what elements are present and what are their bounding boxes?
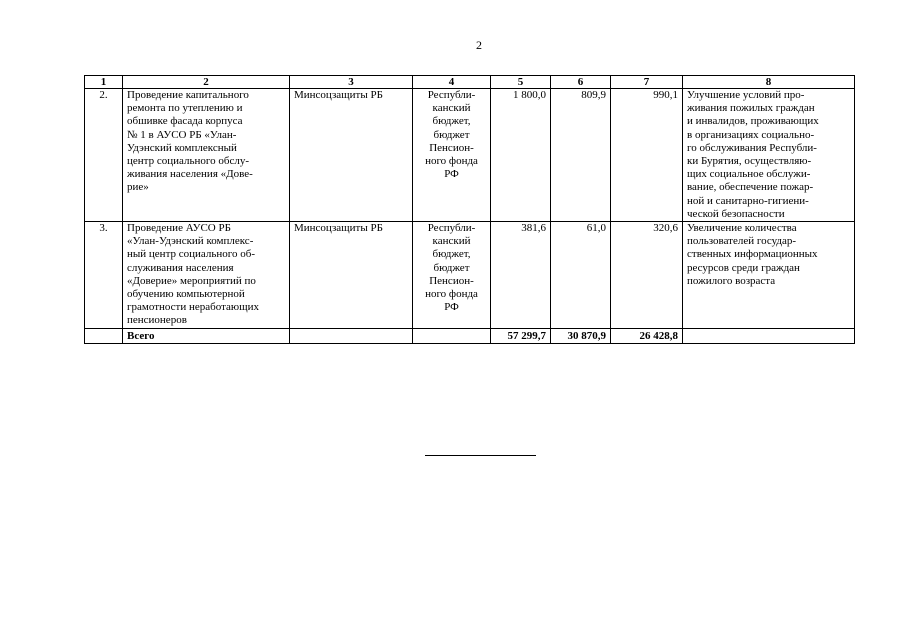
funding-source: Республи- канский бюджет, бюджет Пенсион- ного фонда РФ	[413, 89, 491, 222]
column-header: 8	[683, 76, 855, 89]
column-header: 5	[491, 76, 551, 89]
row-number: 3.	[85, 222, 123, 329]
amount-col7: 990,1	[611, 89, 683, 222]
empty-cell	[683, 328, 855, 343]
row-number: 2.	[85, 89, 123, 222]
expected-result: Улучшение условий про- живания пожилых граждан и инвалидов, проживающих в организациях социально- го обслуживания Республи- ки Бурятия, осуществляю- щих социальное обслужи- вание, обеспечение пожар- ной и санитарно-гигиени- ческой безопасности	[683, 89, 855, 222]
totals-col5: 57 299,7	[491, 328, 551, 343]
column-header: 1	[85, 76, 123, 89]
executor: Минсоцзащиты РБ	[290, 222, 413, 329]
column-header: 2	[123, 76, 290, 89]
funding-source: Республи- канский бюджет, бюджет Пенсион- ного фонда РФ	[413, 222, 491, 329]
end-divider-line	[425, 455, 536, 456]
totals-label: Всего	[123, 328, 290, 343]
totals-row	[85, 328, 855, 343]
totals-col7: 26 428,8	[611, 328, 683, 343]
table-row	[85, 89, 855, 222]
amount-col6: 61,0	[551, 222, 611, 329]
total-amount: 381,6	[491, 222, 551, 329]
empty-cell	[85, 328, 123, 343]
activity-name: Проведение капитального ремонта по утеплению и обшивке фасада корпуса № 1 в АУСО РБ «Улан- Удэнский комплексный центр социального обслу- живания населения «Дове- рие»	[123, 89, 290, 222]
expected-result: Увеличение количества пользователей государ- ственных информационных ресурсов среди граждан пожилого возраста	[683, 222, 855, 329]
table-header-row	[85, 76, 855, 89]
column-header: 7	[611, 76, 683, 89]
executor: Минсоцзащиты РБ	[290, 89, 413, 222]
column-header: 4	[413, 76, 491, 89]
totals-col6: 30 870,9	[551, 328, 611, 343]
activity-name: Проведение АУСО РБ «Улан-Удэнский комплекс- ный центр социального об- служивания населения «Доверие» мероприятий по обучению компьютерной грамотности неработающих пенсионеров	[123, 222, 290, 329]
empty-cell	[290, 328, 413, 343]
amount-col7: 320,6	[611, 222, 683, 329]
amount-col6: 809,9	[551, 89, 611, 222]
column-header: 6	[551, 76, 611, 89]
column-header: 3	[290, 76, 413, 89]
table-row	[85, 222, 855, 329]
page-number: 2	[476, 38, 482, 52]
total-amount: 1 800,0	[491, 89, 551, 222]
empty-cell	[413, 328, 491, 343]
activities-table	[84, 75, 855, 344]
